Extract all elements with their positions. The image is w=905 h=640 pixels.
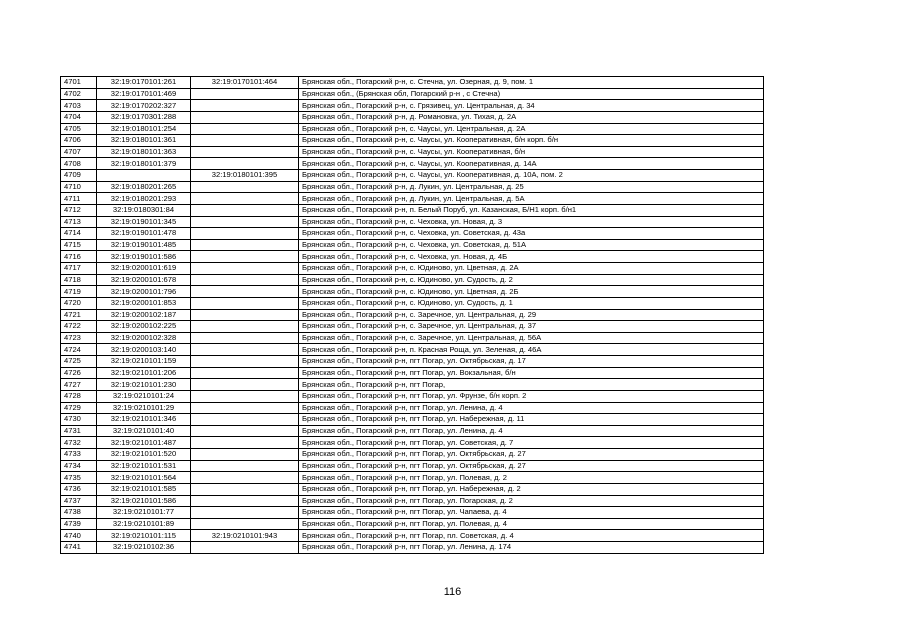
related-cadastral-number-cell <box>191 204 299 216</box>
address-cell: Брянская обл., Погарский р-н, пгт Погар, ул. Октябрьская, д. 17 <box>299 356 764 368</box>
cadastral-number-cell: 32:19:0200101:853 <box>97 297 191 309</box>
address-cell: Брянская обл., Погарский р-н, с. Чаусы, ул. Кооперативная, б/н <box>299 146 764 158</box>
related-cadastral-number-cell <box>191 309 299 321</box>
cadastral-number-cell: 32:19:0200102:328 <box>97 332 191 344</box>
address-cell: Брянская обл., Погарский р-н, п. Белый Поруб, ул. Казанская, Б/Н1 корп. б/н1 <box>299 204 764 216</box>
cadastral-registry-table <box>60 76 764 554</box>
row-number-cell: 4734 <box>61 460 97 472</box>
table-row <box>61 239 764 251</box>
table-row <box>61 193 764 205</box>
address-cell: Брянская обл., Погарский р-н, д. Романовка, ул. Тихая, д. 2А <box>299 111 764 123</box>
related-cadastral-number-cell <box>191 158 299 170</box>
table-row <box>61 88 764 100</box>
address-cell: Брянская обл., Погарский р-н, с. Заречное, ул. Центральная, д. 29 <box>299 309 764 321</box>
address-cell: Брянская обл., Погарский р-н, пгт Погар, ул. Полевая, д. 4 <box>299 518 764 530</box>
related-cadastral-number-cell <box>191 274 299 286</box>
cadastral-number-cell: 32:19:0210101:159 <box>97 356 191 368</box>
related-cadastral-number-cell <box>191 146 299 158</box>
cadastral-number-cell: 32:19:0210102:36 <box>97 542 191 554</box>
related-cadastral-number-cell <box>191 88 299 100</box>
cadastral-number-cell: 32:19:0210101:520 <box>97 449 191 461</box>
related-cadastral-number-cell <box>191 449 299 461</box>
related-cadastral-number-cell <box>191 123 299 135</box>
related-cadastral-number-cell <box>191 216 299 228</box>
row-number-cell: 4715 <box>61 239 97 251</box>
address-cell: Брянская обл., Погарский р-н, пгт Погар, ул. Чапаева, д. 4 <box>299 507 764 519</box>
table-row <box>61 332 764 344</box>
cadastral-number-cell: 32:19:0200102:225 <box>97 321 191 333</box>
related-cadastral-number-cell <box>191 135 299 147</box>
related-cadastral-number-cell <box>191 518 299 530</box>
cadastral-number-cell: 32:19:0170301:288 <box>97 111 191 123</box>
table-row <box>61 216 764 228</box>
related-cadastral-number-cell <box>191 193 299 205</box>
related-cadastral-number-cell <box>191 286 299 298</box>
cadastral-number-cell: 32:19:0200102:187 <box>97 309 191 321</box>
cadastral-number-cell: 32:19:0210101:115 <box>97 530 191 542</box>
address-cell: Брянская обл., Погарский р-н, с. Стечна, ул. Озерная, д. 9, пом. 1 <box>299 77 764 89</box>
row-number-cell: 4716 <box>61 251 97 263</box>
row-number-cell: 4719 <box>61 286 97 298</box>
related-cadastral-number-cell: 32:19:0170101:464 <box>191 77 299 89</box>
table-row <box>61 146 764 158</box>
address-cell: Брянская обл., Погарский р-н, с. Чаусы, ул. Центральная, д. 2А <box>299 123 764 135</box>
cadastral-number-cell: 32:19:0180101:363 <box>97 146 191 158</box>
row-number-cell: 4724 <box>61 344 97 356</box>
address-cell: Брянская обл., Погарский р-н, с. Чеховка, ул. Новая, д. 3 <box>299 216 764 228</box>
table-row <box>61 414 764 426</box>
cadastral-number-cell: 32:19:0180101:254 <box>97 123 191 135</box>
related-cadastral-number-cell <box>191 356 299 368</box>
related-cadastral-number-cell <box>191 297 299 309</box>
cadastral-number-cell: 32:19:0210101:346 <box>97 414 191 426</box>
table-row <box>61 518 764 530</box>
table-row <box>61 204 764 216</box>
address-cell: Брянская обл., Погарский р-н, с. Заречное, ул. Центральная, д. 56А <box>299 332 764 344</box>
cadastral-number-cell: 32:19:0180201:265 <box>97 181 191 193</box>
related-cadastral-number-cell <box>191 181 299 193</box>
table-row <box>61 158 764 170</box>
related-cadastral-number-cell <box>191 390 299 402</box>
related-cadastral-number-cell <box>191 472 299 484</box>
row-number-cell: 4714 <box>61 228 97 240</box>
address-cell: Брянская обл., Погарский р-н, пгт Погар, ул. Набережная, д. 2 <box>299 483 764 495</box>
cadastral-number-cell: 32:19:0210101:564 <box>97 472 191 484</box>
row-number-cell: 4732 <box>61 437 97 449</box>
address-cell: Брянская обл., Погарский р-н, с. Чеховка, ул. Новая, д. 4Б <box>299 251 764 263</box>
row-number-cell: 4728 <box>61 390 97 402</box>
row-number-cell: 4738 <box>61 507 97 519</box>
row-number-cell: 4710 <box>61 181 97 193</box>
cadastral-number-cell: 32:19:0210101:89 <box>97 518 191 530</box>
table-row <box>61 286 764 298</box>
related-cadastral-number-cell <box>191 437 299 449</box>
address-cell: Брянская обл., Погарский р-н, д. Лукин, ул. Центральная, д. 5А <box>299 193 764 205</box>
related-cadastral-number-cell <box>191 402 299 414</box>
related-cadastral-number-cell <box>191 228 299 240</box>
row-number-cell: 4717 <box>61 263 97 275</box>
row-number-cell: 4731 <box>61 425 97 437</box>
related-cadastral-number-cell <box>191 251 299 263</box>
cadastral-number-cell: 32:19:0210101:230 <box>97 379 191 391</box>
cadastral-number-cell: 32:19:0170101:261 <box>97 77 191 89</box>
table-row <box>61 449 764 461</box>
row-number-cell: 4722 <box>61 321 97 333</box>
row-number-cell: 4735 <box>61 472 97 484</box>
table-row <box>61 530 764 542</box>
row-number-cell: 4718 <box>61 274 97 286</box>
related-cadastral-number-cell <box>191 414 299 426</box>
table-row <box>61 472 764 484</box>
cadastral-number-cell: 32:19:0190101:345 <box>97 216 191 228</box>
address-cell: Брянская обл., Погарский р-н, с. Юдиново, ул. Цветная, д. 2Б <box>299 286 764 298</box>
address-cell: Брянская обл., Погарский р-н, пгт Погар, ул. Октябрьская, д. 27 <box>299 460 764 472</box>
table-row <box>61 228 764 240</box>
table-row <box>61 309 764 321</box>
registry-table-body <box>61 77 764 554</box>
table-row <box>61 437 764 449</box>
row-number-cell: 4709 <box>61 170 97 182</box>
row-number-cell: 4721 <box>61 309 97 321</box>
address-cell: Брянская обл., (Брянская обл, Погарский р-н , с Стечна) <box>299 88 764 100</box>
address-cell: Брянская обл., Погарский р-н, с. Чеховка, ул. Советская, д. 51А <box>299 239 764 251</box>
address-cell: Брянская обл., Погарский р-н, пгт Погар, ул. Ленина, д. 4 <box>299 402 764 414</box>
cadastral-number-cell: 32:19:0200103:140 <box>97 344 191 356</box>
address-cell: Брянская обл., Погарский р-н, пгт Погар, пл. Советская, д. 4 <box>299 530 764 542</box>
address-cell: Брянская обл., Погарский р-н, д. Лукин, ул. Центральная, д. 25 <box>299 181 764 193</box>
related-cadastral-number-cell <box>191 321 299 333</box>
row-number-cell: 4703 <box>61 100 97 112</box>
cadastral-number-cell: 32:19:0200101:796 <box>97 286 191 298</box>
cadastral-number-cell: 32:19:0210101:206 <box>97 367 191 379</box>
cadastral-number-cell: 32:19:0210101:24 <box>97 390 191 402</box>
related-cadastral-number-cell <box>191 379 299 391</box>
table-row <box>61 263 764 275</box>
related-cadastral-number-cell <box>191 332 299 344</box>
table-row <box>61 181 764 193</box>
row-number-cell: 4713 <box>61 216 97 228</box>
cadastral-number-cell: 32:19:0180101:361 <box>97 135 191 147</box>
table-row <box>61 483 764 495</box>
table-row <box>61 367 764 379</box>
related-cadastral-number-cell <box>191 425 299 437</box>
cadastral-number-cell: 32:19:0200101:678 <box>97 274 191 286</box>
table-row <box>61 344 764 356</box>
row-number-cell: 4708 <box>61 158 97 170</box>
related-cadastral-number-cell <box>191 495 299 507</box>
table-row <box>61 321 764 333</box>
address-cell: Брянская обл., Погарский р-н, пгт Погар, ул. Ленина, д. 174 <box>299 542 764 554</box>
cadastral-number-cell: 32:19:0210101:77 <box>97 507 191 519</box>
row-number-cell: 4729 <box>61 402 97 414</box>
row-number-cell: 4706 <box>61 135 97 147</box>
table-row <box>61 274 764 286</box>
table-row <box>61 542 764 554</box>
row-number-cell: 4730 <box>61 414 97 426</box>
related-cadastral-number-cell: 32:19:0210101:943 <box>191 530 299 542</box>
cadastral-number-cell: 32:19:0210101:586 <box>97 495 191 507</box>
page-number: 116 <box>443 586 462 598</box>
table-row <box>61 251 764 263</box>
cadastral-number-cell: 32:19:0170202:327 <box>97 100 191 112</box>
cadastral-number-cell: 32:19:0190101:485 <box>97 239 191 251</box>
related-cadastral-number-cell <box>191 100 299 112</box>
related-cadastral-number-cell <box>191 239 299 251</box>
row-number-cell: 4733 <box>61 449 97 461</box>
row-number-cell: 4739 <box>61 518 97 530</box>
address-cell: Брянская обл., Погарский р-н, с. Чаусы, ул. Кооперативная, д. 10А, пом. 2 <box>299 170 764 182</box>
table-row <box>61 390 764 402</box>
address-cell: Брянская обл., Погарский р-н, пгт Погар, ул. Набережная, д. 11 <box>299 414 764 426</box>
address-cell: Брянская обл., Погарский р-н, пгт Погар, ул. Советская, д. 7 <box>299 437 764 449</box>
cadastral-number-cell: 32:19:0180201:293 <box>97 193 191 205</box>
table-row <box>61 379 764 391</box>
related-cadastral-number-cell <box>191 507 299 519</box>
table-row <box>61 402 764 414</box>
row-number-cell: 4712 <box>61 204 97 216</box>
related-cadastral-number-cell <box>191 542 299 554</box>
address-cell: Брянская обл., Погарский р-н, с. Юдиново, ул. Судость, д. 1 <box>299 297 764 309</box>
table-row <box>61 297 764 309</box>
table-row <box>61 495 764 507</box>
address-cell: Брянская обл., Погарский р-н, с. Чеховка, ул. Советская, д. 43а <box>299 228 764 240</box>
address-cell: Брянская обл., Погарский р-н, пгт Погар, ул. Ленина, д. 4 <box>299 425 764 437</box>
cadastral-number-cell: 32:19:0170101:469 <box>97 88 191 100</box>
address-cell: Брянская обл., Погарский р-н, пгт Погар, ул. Вокзальная, б/н <box>299 367 764 379</box>
table-row <box>61 77 764 89</box>
address-cell: Брянская обл., Погарский р-н, с. Заречное, ул. Центральная, д. 37 <box>299 321 764 333</box>
row-number-cell: 4727 <box>61 379 97 391</box>
address-cell: Брянская обл., Погарский р-н, пгт Погар, ул. Фрунзе, б/н корп. 2 <box>299 390 764 402</box>
table-row <box>61 507 764 519</box>
related-cadastral-number-cell: 32:19:0180101:395 <box>191 170 299 182</box>
row-number-cell: 4704 <box>61 111 97 123</box>
address-cell: Брянская обл., Погарский р-н, с. Чаусы, ул. Кооперативная, б/н корп. б/н <box>299 135 764 147</box>
row-number-cell: 4741 <box>61 542 97 554</box>
row-number-cell: 4726 <box>61 367 97 379</box>
cadastral-number-cell: 32:19:0200101:619 <box>97 263 191 275</box>
related-cadastral-number-cell <box>191 460 299 472</box>
table-row <box>61 425 764 437</box>
cadastral-number-cell: 32:19:0190101:586 <box>97 251 191 263</box>
address-cell: Брянская обл., Погарский р-н, с. Чаусы, ул. Кооперативная, д. 14А <box>299 158 764 170</box>
row-number-cell: 4720 <box>61 297 97 309</box>
table-row <box>61 100 764 112</box>
related-cadastral-number-cell <box>191 111 299 123</box>
address-cell: Брянская обл., Погарский р-н, п. Красная Роща, ул. Зеленая, д. 46А <box>299 344 764 356</box>
address-cell: Брянская обл., Погарский р-н, с. Юдиново, ул. Цветная, д. 2А <box>299 263 764 275</box>
cadastral-number-cell: 32:19:0210101:531 <box>97 460 191 472</box>
cadastral-number-cell: 32:19:0210101:487 <box>97 437 191 449</box>
table-row <box>61 123 764 135</box>
related-cadastral-number-cell <box>191 367 299 379</box>
cadastral-number-cell: 32:19:0210101:40 <box>97 425 191 437</box>
cadastral-number-cell: 32:19:0190101:478 <box>97 228 191 240</box>
related-cadastral-number-cell <box>191 483 299 495</box>
address-cell: Брянская обл., Погарский р-н, с. Грязивец, ул. Центральная, д. 34 <box>299 100 764 112</box>
related-cadastral-number-cell <box>191 344 299 356</box>
row-number-cell: 4737 <box>61 495 97 507</box>
row-number-cell: 4736 <box>61 483 97 495</box>
related-cadastral-number-cell <box>191 263 299 275</box>
address-cell: Брянская обл., Погарский р-н, пгт Погар, <box>299 379 764 391</box>
table-row <box>61 170 764 182</box>
table-row <box>61 460 764 472</box>
table-row <box>61 356 764 368</box>
row-number-cell: 4702 <box>61 88 97 100</box>
address-cell: Брянская обл., Погарский р-н, пгт Погар, ул. Полевая, д. 2 <box>299 472 764 484</box>
row-number-cell: 4725 <box>61 356 97 368</box>
address-cell: Брянская обл., Погарский р-н, пгт Погар, ул. Погарская, д. 2 <box>299 495 764 507</box>
cadastral-number-cell: 32:19:0180101:379 <box>97 158 191 170</box>
row-number-cell: 4723 <box>61 332 97 344</box>
row-number-cell: 4711 <box>61 193 97 205</box>
cadastral-number-cell: 32:19:0210101:585 <box>97 483 191 495</box>
cadastral-number-cell: 32:19:0210101:29 <box>97 402 191 414</box>
row-number-cell: 4701 <box>61 77 97 89</box>
row-number-cell: 4707 <box>61 146 97 158</box>
cadastral-number-cell <box>97 170 191 182</box>
address-cell: Брянская обл., Погарский р-н, с. Юдиново, ул. Судость, д. 2 <box>299 274 764 286</box>
cadastral-number-cell: 32:19:0180301:84 <box>97 204 191 216</box>
row-number-cell: 4740 <box>61 530 97 542</box>
table-row <box>61 135 764 147</box>
address-cell: Брянская обл., Погарский р-н, пгт Погар, ул. Октябрьская, д. 27 <box>299 449 764 461</box>
table-row <box>61 111 764 123</box>
row-number-cell: 4705 <box>61 123 97 135</box>
